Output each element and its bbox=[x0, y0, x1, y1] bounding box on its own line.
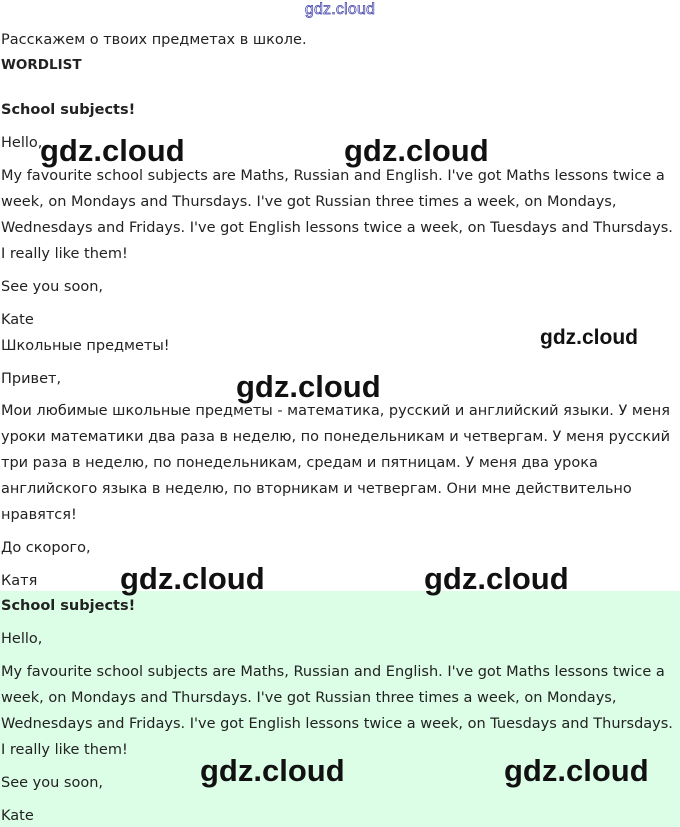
watermark: gdz.cloud bbox=[120, 561, 265, 596]
watermark: gdz.cloud bbox=[236, 369, 381, 404]
watermark: gdz.cloud bbox=[504, 753, 649, 788]
english-letter-closing: See you soon, bbox=[1, 279, 104, 295]
clipped-text-fragment bbox=[56, 86, 84, 90]
watermark: gdz.cloud bbox=[424, 561, 569, 596]
english-letter-greeting: Hello, bbox=[1, 135, 43, 151]
task-text: Расскажем о твоих предметах в школе. bbox=[1, 32, 307, 48]
watermark: gdz.cloud bbox=[40, 133, 185, 168]
answer-letter-greeting: Hello, bbox=[1, 631, 43, 647]
watermark: gdz.cloud bbox=[200, 753, 345, 788]
answer-letter-signature: Kate bbox=[1, 808, 34, 824]
russian-letter-closing: До скорого, bbox=[1, 540, 91, 556]
english-letter-signature: Kate bbox=[1, 312, 34, 328]
answer-letter-closing: See you soon, bbox=[1, 775, 104, 791]
answer-letter-title: School subjects! bbox=[1, 598, 136, 614]
wordlist-heading: WORDLIST bbox=[1, 57, 82, 73]
russian-letter-title: Школьные предметы! bbox=[1, 338, 170, 354]
english-letter-body: My favourite school subjects are Maths, Russian and English. I've got Maths lessons twice a week, on Mondays and Thursdays. I've got Russian three times a week, on Mondays, Wednesdays and Fridays. I've got English lessons twice a week, on Tuesdays and Thursdays. I really like them! bbox=[1, 168, 673, 262]
watermark: gdz.cloud bbox=[344, 133, 489, 168]
watermark: gdz.cloud bbox=[540, 326, 638, 349]
russian-letter-greeting: Привет, bbox=[1, 371, 62, 387]
russian-letter-body: Мои любимые школьные предметы - математика, русский и английский языки. У меня уроки математики два раза в неделю, по понедельникам и четвергам. У меня русский три раза в неделю, по понедельникам, средам и пятницам. У меня два урока английского языка в неделю, по вторникам и четвергам. Они мне действительно нравятся! bbox=[1, 403, 670, 523]
russian-letter-signature: Катя bbox=[1, 573, 38, 589]
answer-letter-body: My favourite school subjects are Maths, Russian and English. I've got Maths lessons twice a week, on Mondays and Thursdays. I've got Russian three times a week, on Mondays, Wednesdays and Fridays. I've got English lessons twice a week, on Tuesdays and Thursdays. I really like them! bbox=[1, 664, 673, 758]
header-watermark: gdz.cloud bbox=[304, 1, 376, 18]
english-letter-title: School subjects! bbox=[1, 102, 136, 118]
